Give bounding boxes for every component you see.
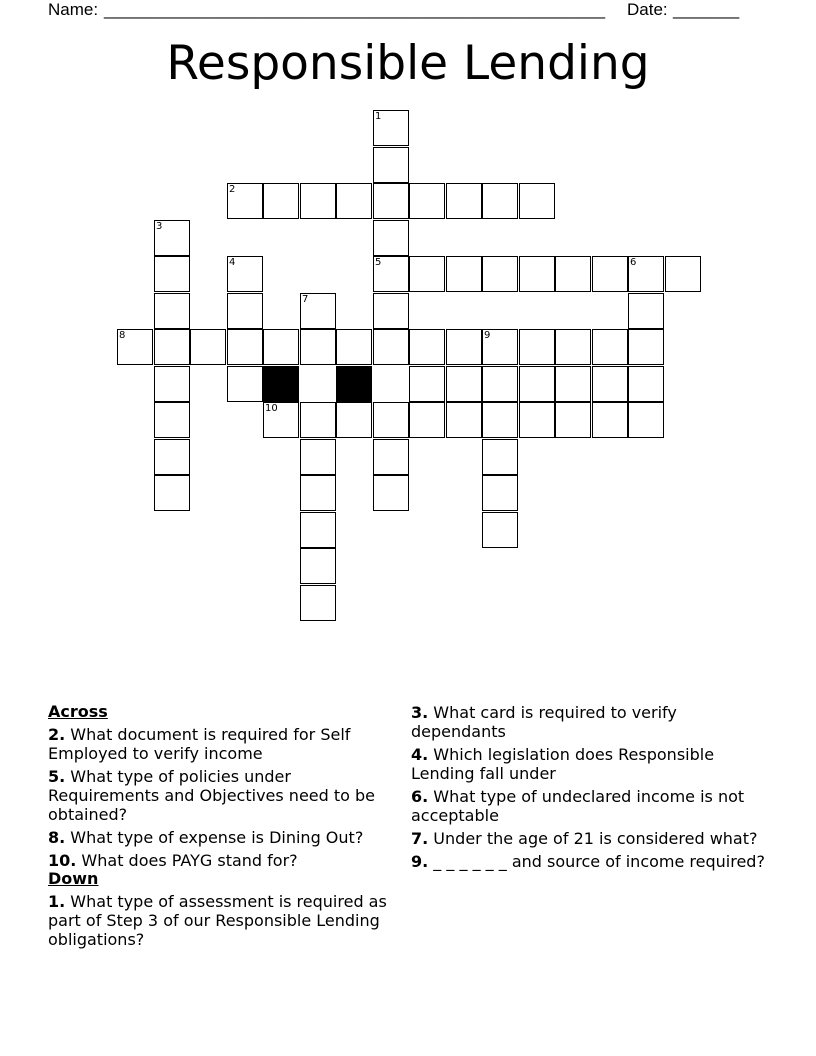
crossword-cell[interactable]	[154, 439, 190, 475]
crossword-cell[interactable]	[373, 256, 409, 292]
crossword-cell[interactable]	[154, 256, 190, 292]
clue-number-label: 10	[265, 403, 278, 414]
crossword-cell[interactable]	[519, 183, 555, 219]
crossword-cell[interactable]	[263, 183, 299, 219]
crossword-cell[interactable]	[409, 329, 445, 365]
clues-right-column	[411, 703, 771, 875]
clue-text: What type of expense is Dining Out?	[65, 828, 364, 847]
crossword-cell[interactable]	[373, 183, 409, 219]
crossword-cell[interactable]	[628, 293, 664, 329]
crossword-cell[interactable]	[227, 256, 263, 292]
clue-number: 1.	[48, 892, 66, 911]
crossword-cell[interactable]	[300, 402, 336, 438]
crossword-cell[interactable]	[373, 439, 409, 475]
crossword-cell[interactable]	[227, 183, 263, 219]
clue-number: 2.	[48, 725, 66, 744]
crossword-cell[interactable]	[409, 402, 445, 438]
clue-number: 8.	[48, 828, 66, 847]
crossword-cell[interactable]	[592, 256, 628, 292]
crossword-cell[interactable]	[409, 366, 445, 402]
crossword-cell[interactable]	[373, 475, 409, 511]
clue-text: What type of assessment is required as part of Step 3 of our Responsible Lending obligations?	[48, 892, 387, 949]
clue-text: What card is required to verify dependants	[411, 703, 677, 741]
crossword-cell[interactable]	[300, 512, 336, 548]
crossword-cell[interactable]	[482, 439, 518, 475]
crossword-cell[interactable]	[373, 329, 409, 365]
crossword-cell[interactable]	[300, 293, 336, 329]
crossword-cell[interactable]	[482, 366, 518, 402]
crossword-cell[interactable]	[482, 329, 518, 365]
clue-number-label: 3	[156, 221, 163, 232]
crossword-cell[interactable]	[373, 147, 409, 183]
clue-across-8	[48, 828, 404, 847]
clue-number: 3.	[411, 703, 429, 722]
clue-number-label: 9	[484, 330, 491, 341]
crossword-cell[interactable]	[446, 183, 482, 219]
crossword-cell[interactable]	[519, 402, 555, 438]
down-heading: Down	[48, 869, 99, 888]
clue-across-2	[48, 725, 404, 763]
clue-number: 7.	[411, 829, 429, 848]
crossword-cell[interactable]	[482, 183, 518, 219]
clue-number-label: 6	[630, 257, 637, 268]
crossword-cell[interactable]	[519, 256, 555, 292]
clue-across-5	[48, 767, 404, 824]
crossword-cell[interactable]	[628, 329, 664, 365]
crossword-block	[336, 366, 372, 402]
crossword-cell[interactable]	[373, 402, 409, 438]
crossword-cell[interactable]	[373, 293, 409, 329]
clue-text: What document is required for Self Employed to verify income	[48, 725, 351, 763]
across-heading: Across	[48, 702, 108, 721]
crossword-cell[interactable]	[555, 329, 591, 365]
crossword-cell[interactable]	[519, 366, 555, 402]
clue-text: What does PAYG stand for?	[76, 851, 298, 870]
clue-text: Which legislation does Responsible Lending fall under	[411, 745, 715, 783]
crossword-cell[interactable]	[555, 402, 591, 438]
crossword-cell[interactable]	[300, 183, 336, 219]
date-label: Date:	[627, 0, 668, 19]
clue-across-10	[48, 851, 404, 870]
name-line: _____________________________________________________	[104, 0, 606, 19]
crossword-cell[interactable]	[555, 366, 591, 402]
crossword-cell[interactable]	[154, 366, 190, 402]
name-label: Name:	[48, 0, 99, 19]
crossword-cell[interactable]	[628, 402, 664, 438]
date-line: _______	[673, 0, 740, 19]
crossword-cell[interactable]	[263, 329, 299, 365]
crossword-cell[interactable]	[117, 329, 153, 365]
crossword-cell[interactable]	[482, 256, 518, 292]
crossword-cell[interactable]	[592, 366, 628, 402]
crossword-cell[interactable]	[628, 256, 664, 292]
crossword-cell[interactable]	[336, 183, 372, 219]
crossword-cell[interactable]	[519, 329, 555, 365]
clue-text: What type of policies under Requirements and Objectives need to be obtained?	[48, 767, 376, 824]
clue-number-label: 1	[375, 111, 382, 122]
crossword-cell[interactable]	[300, 439, 336, 475]
clue-down-4	[411, 745, 771, 783]
clue-number-label: 7	[302, 294, 309, 305]
crossword-cell[interactable]	[154, 293, 190, 329]
crossword-cell[interactable]	[300, 329, 336, 365]
crossword-cell[interactable]	[592, 402, 628, 438]
clue-number: 9.	[411, 852, 429, 871]
clue-number-label: 2	[229, 184, 236, 195]
crossword-cell[interactable]	[227, 329, 263, 365]
crossword-cell[interactable]	[482, 475, 518, 511]
crossword-block	[263, 366, 299, 402]
crossword-cell[interactable]	[665, 256, 701, 292]
clue-down-1	[48, 892, 404, 949]
crossword-cell[interactable]	[628, 366, 664, 402]
clue-down-9	[411, 852, 771, 871]
page-title: Responsible Lending	[166, 36, 650, 91]
crossword-cell[interactable]	[336, 329, 372, 365]
crossword-cell[interactable]	[555, 256, 591, 292]
clue-down-7	[411, 829, 771, 848]
clue-number: 5.	[48, 767, 66, 786]
crossword-cell[interactable]	[373, 110, 409, 146]
crossword-cell[interactable]	[446, 256, 482, 292]
clues-left-column	[48, 703, 404, 953]
crossword-cell[interactable]	[227, 293, 263, 329]
clue-text: Under the age of 21 is considered what?	[428, 829, 758, 848]
crossword-cell[interactable]	[482, 512, 518, 548]
crossword-cell[interactable]	[300, 548, 336, 584]
clue-number: 10.	[48, 851, 77, 870]
clue-number-label: 8	[119, 330, 126, 341]
crossword-cell[interactable]	[373, 220, 409, 256]
clue-number-label: 5	[375, 257, 382, 268]
crossword-cell[interactable]	[227, 366, 263, 402]
clue-number: 4.	[411, 745, 429, 764]
clue-down-6	[411, 787, 771, 825]
crossword-cell[interactable]	[154, 220, 190, 256]
crossword-cell[interactable]	[154, 329, 190, 365]
crossword-cell[interactable]	[336, 402, 372, 438]
crossword-cell[interactable]	[154, 475, 190, 511]
crossword-cell[interactable]	[409, 183, 445, 219]
crossword-cell[interactable]	[300, 475, 336, 511]
clue-text: _ _ _ _ _ _ and source of income required?	[428, 852, 765, 871]
crossword-cell[interactable]	[446, 402, 482, 438]
crossword-cell[interactable]	[190, 329, 226, 365]
clue-down-3	[411, 703, 771, 741]
crossword-cell[interactable]	[263, 402, 299, 438]
clue-number: 6.	[411, 787, 429, 806]
crossword-cell[interactable]	[154, 402, 190, 438]
clue-text: What type of undeclared income is not acceptable	[411, 787, 745, 825]
clue-number-label: 4	[229, 257, 236, 268]
crossword-cell[interactable]	[446, 366, 482, 402]
crossword-cell[interactable]	[300, 585, 336, 621]
crossword-cell[interactable]	[592, 329, 628, 365]
crossword-cell[interactable]	[482, 402, 518, 438]
crossword-cell[interactable]	[409, 256, 445, 292]
crossword-cell[interactable]	[446, 329, 482, 365]
